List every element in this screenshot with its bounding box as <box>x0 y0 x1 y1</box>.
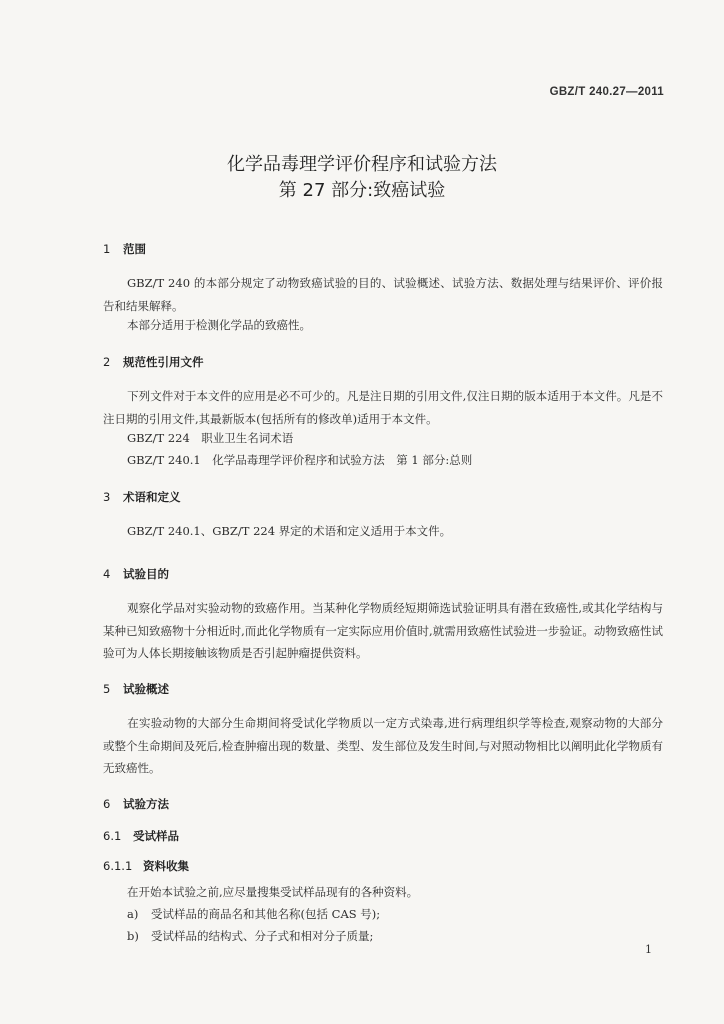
list-item <box>127 928 373 944</box>
subsection-title: 受试样品 <box>133 829 179 843</box>
standard-code: GBZ/T 240.27—2011 <box>549 86 664 98</box>
list-item <box>127 906 380 922</box>
section-title: 试验概述 <box>123 682 169 696</box>
section-number: 3 <box>103 490 111 504</box>
section-1-paragraph-1 <box>103 272 663 317</box>
subsection-title: 资料收集 <box>143 859 189 873</box>
reference-1: GBZ/T 224 职业卫生名词术语 <box>127 431 294 445</box>
section-5-paragraph-1 <box>103 712 663 780</box>
document-subtitle: 第 27 部分:致癌试验 <box>278 180 446 201</box>
section-3-paragraph-1: GBZ/T 240.1、GBZ/T 224 界定的术语和定义适用于本文件。 <box>127 524 452 538</box>
section-1-heading <box>103 241 146 257</box>
subsection-6-1-1-heading <box>103 858 189 874</box>
section-number: 4 <box>103 567 111 581</box>
section-title: 范围 <box>123 242 146 256</box>
section-6-heading <box>103 796 169 812</box>
section-3-heading <box>103 489 181 505</box>
list-item-text: 受试样品的结构式、分子式和相对分子质量; <box>151 929 374 943</box>
section-title: 术语和定义 <box>123 490 181 504</box>
section-4-heading <box>103 566 169 582</box>
section-1-paragraph-2: 本部分适用于检测化学品的致癌性。 <box>127 318 311 332</box>
section-number: 6 <box>103 797 111 811</box>
subsection-number: 6.1 <box>103 829 122 843</box>
section-6-intro: 在开始本试验之前,应尽量搜集受试样品现有的各种资料。 <box>127 885 419 899</box>
section-4-paragraph-1 <box>103 597 663 665</box>
paragraph-text: 下列文件对于本文件的应用是必不可少的。凡是注日期的引用文件,仅注日期的版本适用于本文件。凡是不注日期的引用文件,其最新版本(包括所有的修改单)适用于本文件。 <box>103 389 663 426</box>
section-number: 2 <box>103 355 111 369</box>
section-number: 5 <box>103 682 111 696</box>
page-number: 1 <box>645 943 652 956</box>
section-title: 规范性引用文件 <box>123 355 204 369</box>
section-5-heading <box>103 681 169 697</box>
list-item-text: 受试样品的商品名和其他名称(包括 CAS 号); <box>151 907 381 921</box>
section-title: 试验方法 <box>123 797 169 811</box>
subsection-number: 6.1.1 <box>103 859 133 873</box>
section-2-paragraph-1 <box>103 385 663 430</box>
document-title: 化学品毒理学评价程序和试验方法 <box>227 154 497 175</box>
paragraph-text: 观察化学品对实验动物的致癌作用。当某种化学物质经短期筛选试验证明具有潜在致癌性,或其化学结构与某种已知致癌物十分相近时,而此化学物质有一定实际应用价值时,就需用致癌性试验进一步验证。动物致癌性试验可为人体长期接触该物质是否引起肿瘤提供资料。 <box>103 601 663 660</box>
paragraph-text: 在实验动物的大部分生命期间将受试化学物质以一定方式染毒,进行病理组织学等检查,观察动物的大部分或整个生命期间及死后,检查肿瘤出现的数量、类型、发生部位及发生时间,与对照动物相比以阐明此化学物质有无致癌性。 <box>103 716 663 775</box>
section-title: 试验目的 <box>123 567 169 581</box>
list-item-label: b) <box>127 929 139 943</box>
section-2-heading <box>103 354 204 370</box>
reference-2: GBZ/T 240.1 化学品毒理学评价程序和试验方法 第 1 部分:总则 <box>127 453 473 467</box>
paragraph-text: GBZ/T 240 的本部分规定了动物致癌试验的目的、试验概述、试验方法、数据处理与结果评价、评价报告和结果解释。 <box>103 276 663 313</box>
subsection-6-1-heading <box>103 828 179 844</box>
list-item-label: a) <box>127 907 139 921</box>
section-number: 1 <box>103 242 111 256</box>
